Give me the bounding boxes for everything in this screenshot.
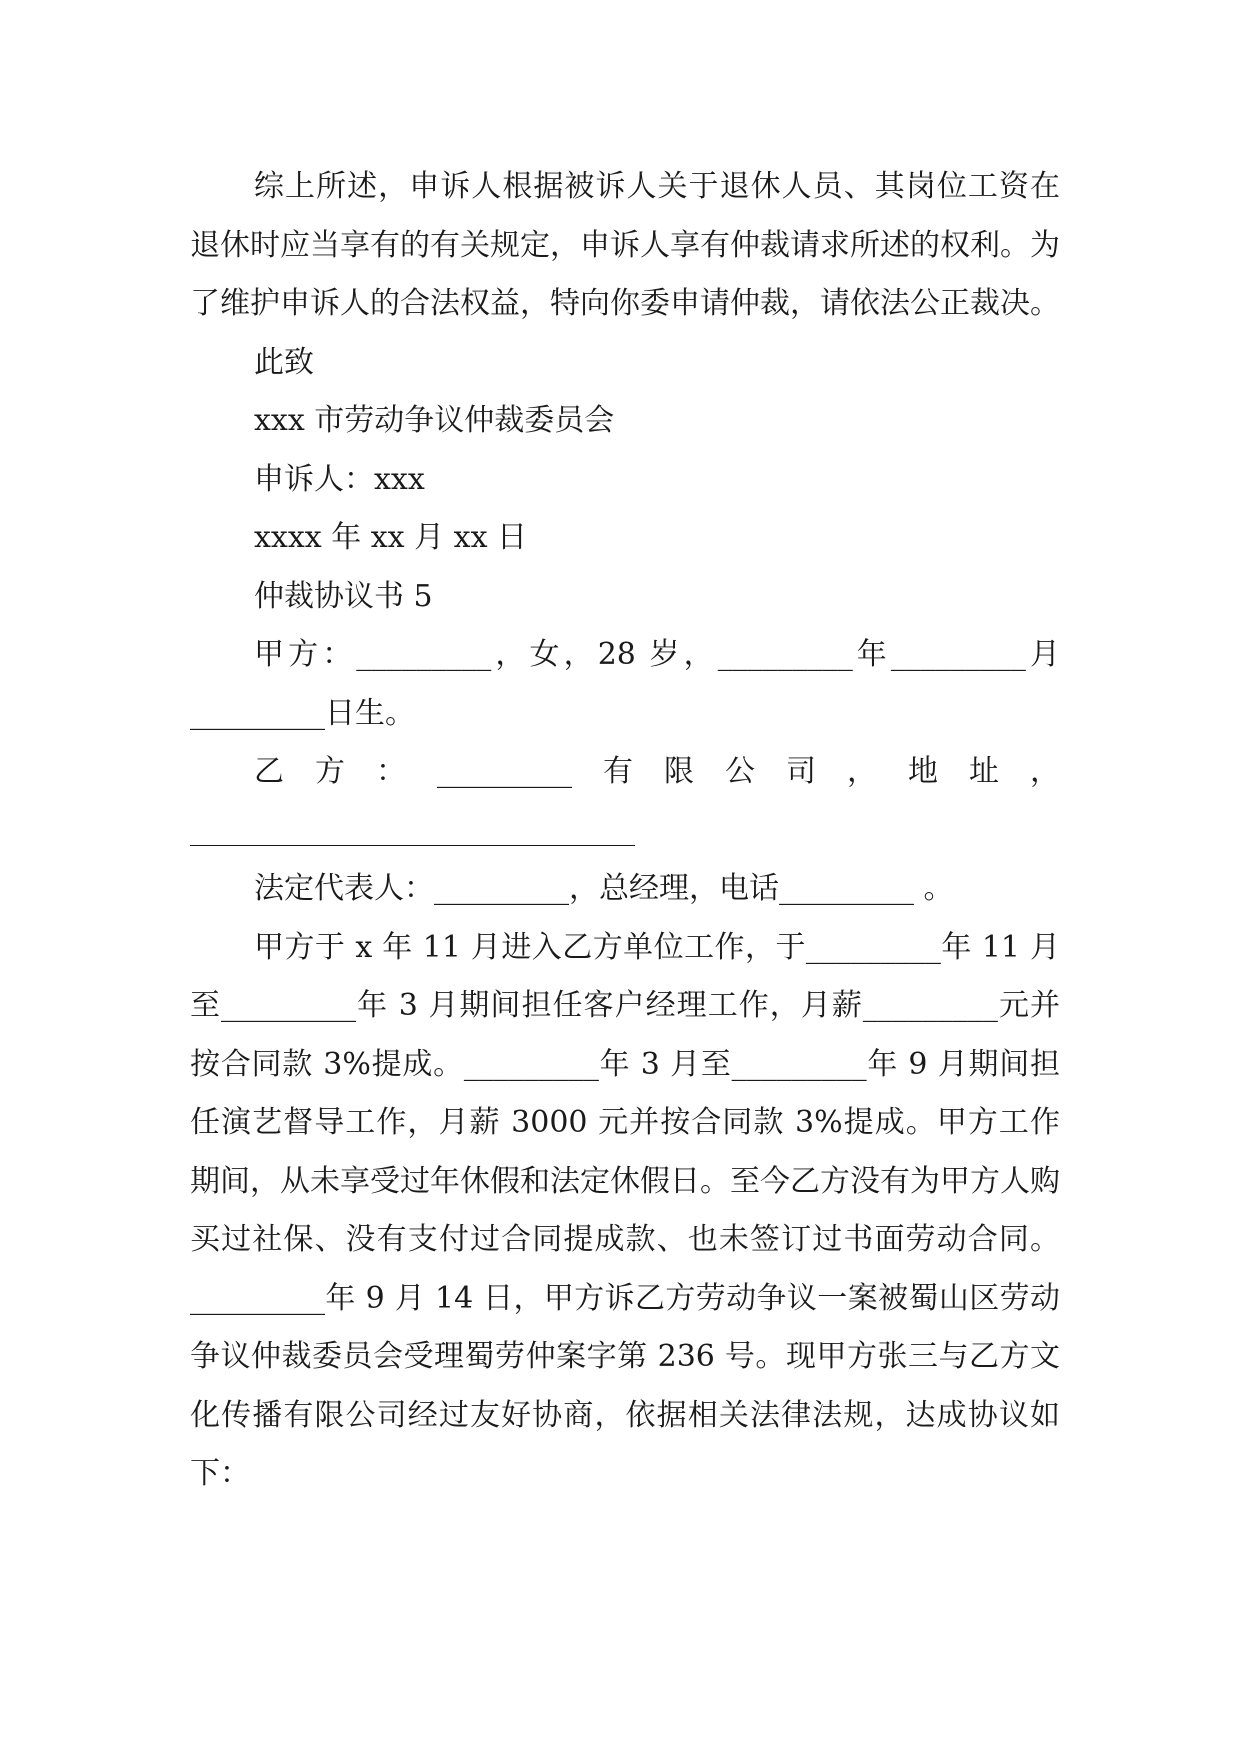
paragraph-legal-representative: 法定代表人：_________，总经理，电话_________ 。 <box>254 871 954 906</box>
paragraph-party-a: 甲方：_________，女，28 岁，_________年_________月_________日生。 <box>190 637 1060 731</box>
paragraph-facts: 甲方于 x 年 11 月进入乙方单位工作，于_________年 11 月至_________年 3 月期间担任客户经理工作，月薪_________元并按合同款 3%提成。_________年 3 月至_________年 9 月期间担任演艺督导工作，月薪 3000 元并按合同款 3%提成。甲方工作期间，从未享受过年休假和法定休假日。至今乙方没有为甲方人购买过社保、没有支付过合同提成款、也未签订过书面劳动合同。_________年 9 月 14 日，甲方诉乙方劳动争议一案被蜀山区劳动争议仲裁委员会受理蜀劳仲案字第 236 号。现甲方张三与乙方文化传播有限公司经过友好协商，依据相关法律法规，达成协议如下： <box>190 929 1060 1491</box>
document-body <box>190 158 1060 1504</box>
paragraph-summary: 综上所述，申诉人根据被诉人关于退休人员、其岗位工资在退休时应当享有的有关规定，申诉人享有仲裁请求所述的权利。为了维护申诉人的合法权益，特向你委申请仲裁，请依法公正裁决。 <box>190 169 1060 321</box>
paragraph-recipient: xxx 市劳动争议仲裁委员会 <box>254 403 615 438</box>
paragraph-agreement-title: 仲裁协议书 5 <box>254 578 433 614</box>
paragraph-party-b: 乙方：_________有限公司，地址， <box>254 754 1060 789</box>
address-blank-line <box>190 802 1060 861</box>
paragraph-complainant: 申诉人：xxx <box>254 461 425 497</box>
paragraph-salutation: 此致 <box>254 344 314 380</box>
paragraph-date: xxxx 年 xx 月 xx 日 <box>254 520 528 555</box>
